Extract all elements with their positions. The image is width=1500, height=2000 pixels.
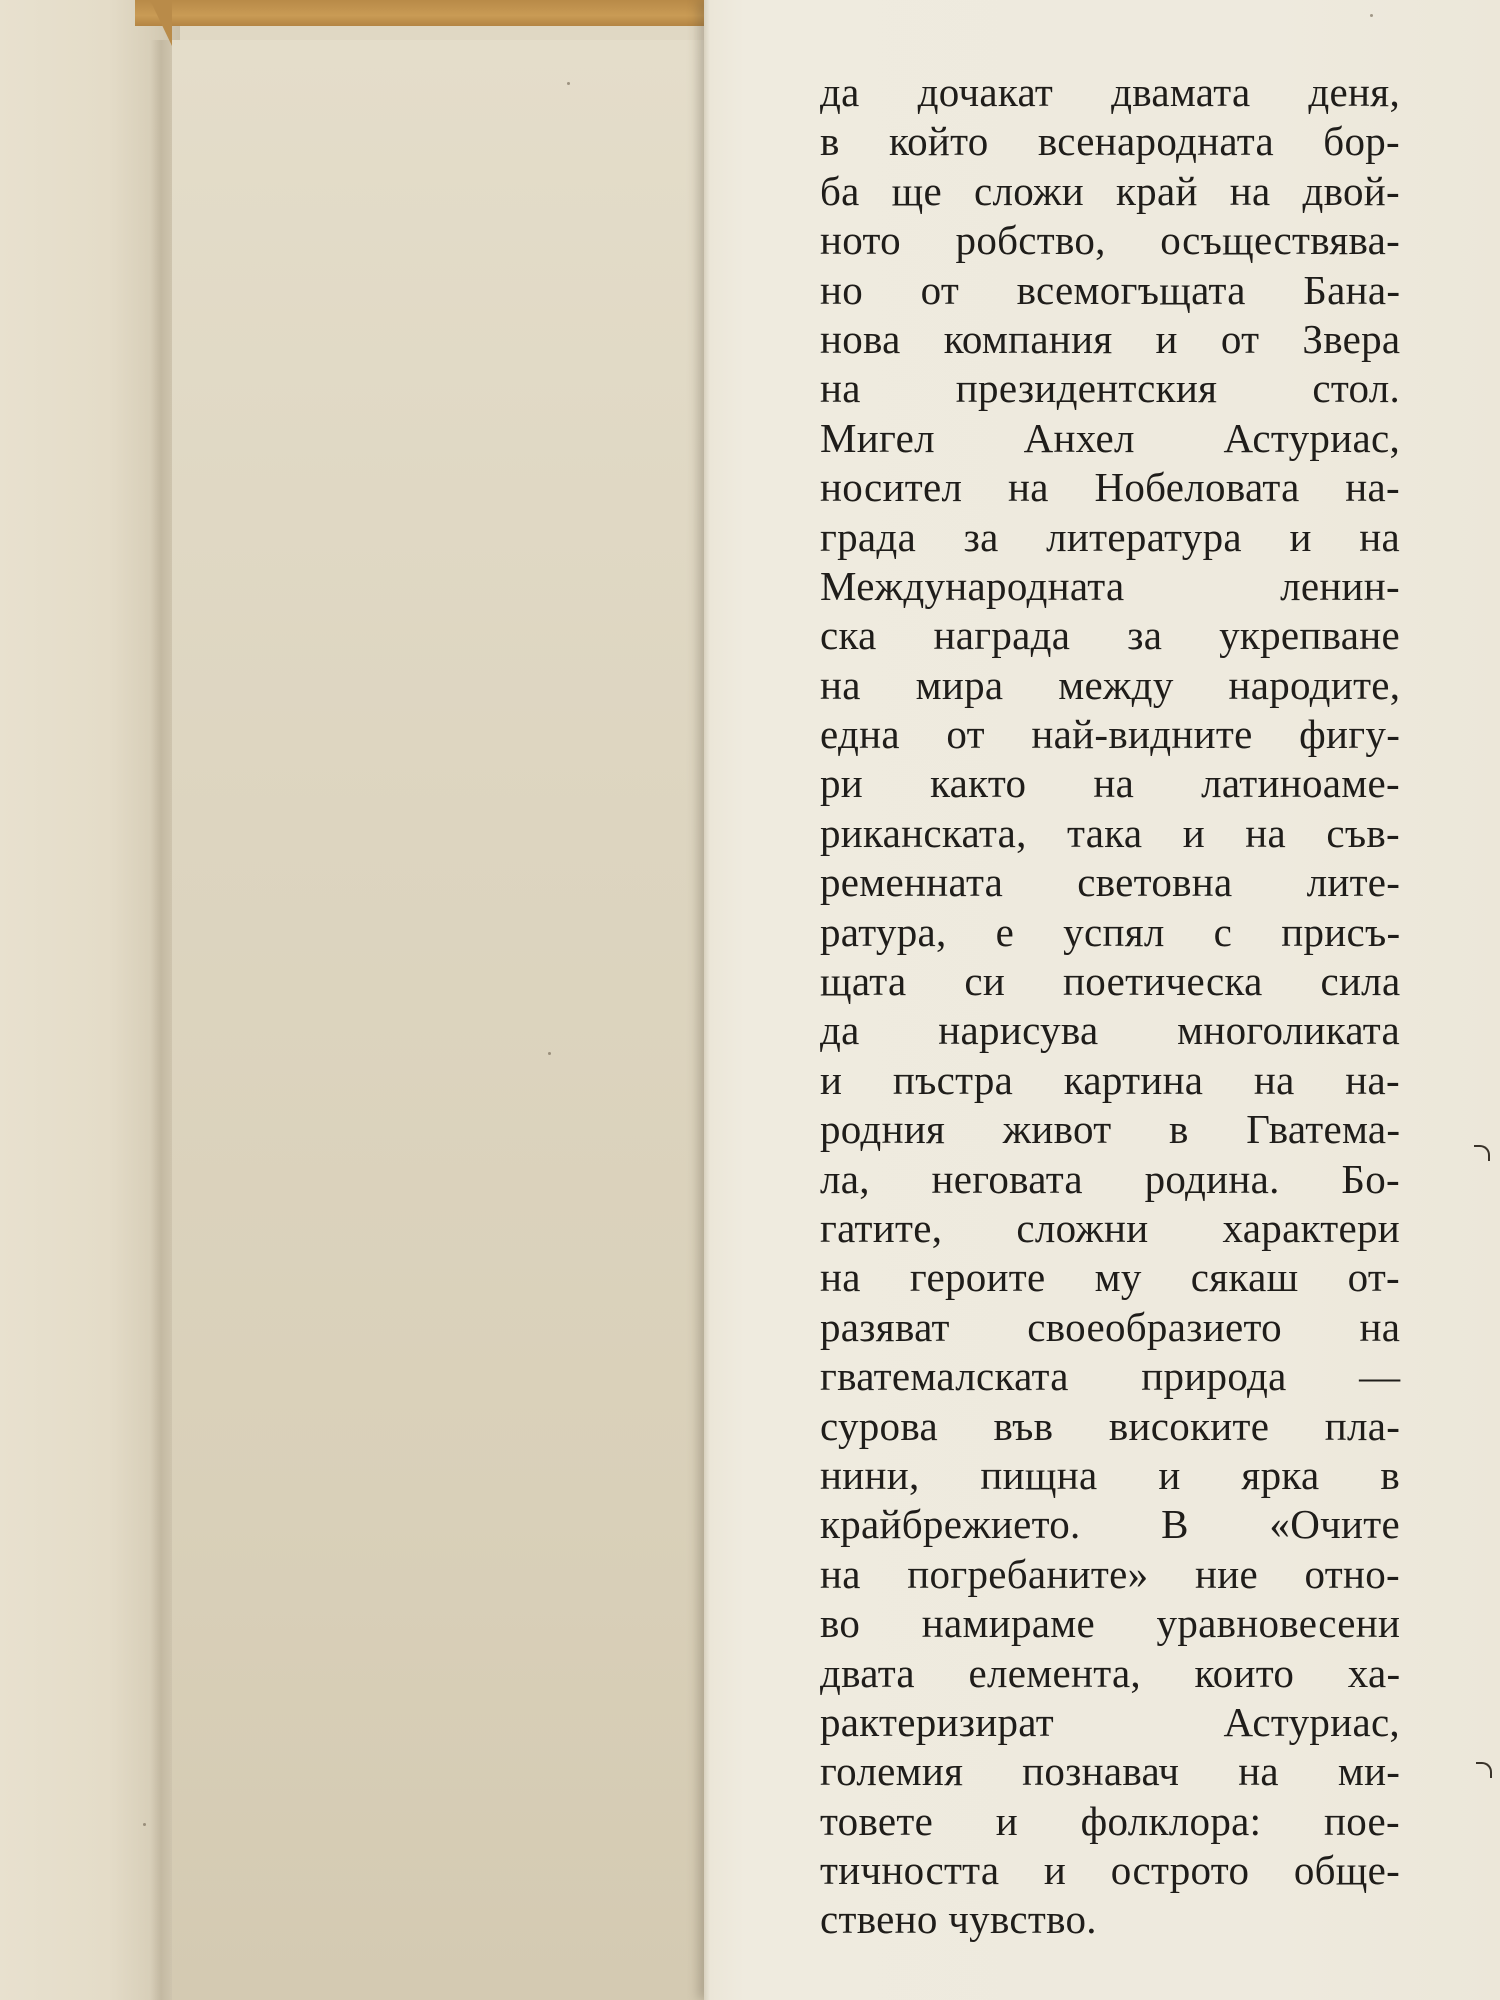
text-line: ременната световна лите- — [820, 859, 1401, 906]
flap-notch-mark — [1474, 1145, 1490, 1161]
paper-speck — [1370, 14, 1373, 17]
dust-jacket-flap — [704, 0, 1500, 2000]
text-line: една от най-видните фигу- — [820, 711, 1401, 758]
text-line: в който всенародната бор- — [820, 118, 1400, 165]
text-line: ното робство, осъществява- — [820, 217, 1401, 264]
text-line: на мира между народите, — [820, 661, 1401, 708]
text-line: тичността и острото обще- — [820, 1847, 1401, 1894]
text-line: да нарисува многоликата — [820, 1007, 1400, 1054]
text-line: носител на Нобеловата на- — [820, 464, 1400, 511]
endpaper — [172, 40, 704, 2000]
cloth-cover-edge — [135, 0, 705, 26]
text-line: ратура, е успял с присъ- — [820, 908, 1401, 955]
text-line: крайбрежието. В «Очите — [820, 1501, 1400, 1548]
text-line: риканската, така и на съв- — [820, 809, 1400, 856]
text-line: Международната ленин- — [820, 562, 1400, 609]
text-line: ствено чувство. — [820, 1896, 1097, 1943]
text-line: во намираме уравновесени — [820, 1600, 1401, 1647]
text-line: товете и фолклора: пое- — [820, 1797, 1400, 1844]
text-line: Мигел Анхел Астуриас, — [820, 414, 1400, 461]
text-line: на президентския стол. — [820, 365, 1401, 412]
text-line: да дочакат двамата деня, — [820, 69, 1400, 115]
text-line: и пъстра картина на на- — [820, 1056, 1400, 1103]
text-line: ба ще сложи край на двой- — [820, 167, 1400, 214]
text-line: разяват своеобразието на — [820, 1303, 1401, 1350]
paper-speck — [548, 1052, 551, 1055]
cloth-corner — [150, 0, 172, 46]
text-line: нова компания и от Звера — [820, 315, 1401, 362]
text-line: на погребаните» ние отно- — [820, 1550, 1400, 1597]
text-line: гватемалската природа — — [820, 1353, 1401, 1400]
text-line: рактеризират Астуриас, — [820, 1698, 1400, 1745]
text-line: родния живот в Гватема- — [820, 1106, 1401, 1153]
text-line: но от всемогъщата Бана- — [820, 266, 1401, 313]
text-line: ла, неговата родина. Бо- — [820, 1155, 1400, 1202]
text-line: сурова във високите пла- — [820, 1402, 1401, 1449]
text-line: града за литература и на — [820, 513, 1400, 560]
text-line: големия познавач на ми- — [820, 1748, 1401, 1795]
text-line: нини, пищна и ярка в — [820, 1451, 1400, 1498]
text-line: ска награда за укрепване — [820, 612, 1400, 659]
paper-speck — [143, 1823, 146, 1826]
binding-fold — [150, 40, 172, 2000]
text-line: щата си поетическа сила — [820, 958, 1401, 1005]
text-line: ри както на латиноаме- — [820, 760, 1400, 807]
flap-blurb-text — [820, 68, 1400, 1945]
text-line: двата елемента, които ха- — [820, 1649, 1401, 1696]
paper-speck — [567, 82, 570, 85]
text-line: гатите, сложни характери — [820, 1204, 1401, 1251]
flap-notch-mark — [1476, 1762, 1492, 1778]
text-line: на героите му сякаш от- — [820, 1254, 1400, 1301]
